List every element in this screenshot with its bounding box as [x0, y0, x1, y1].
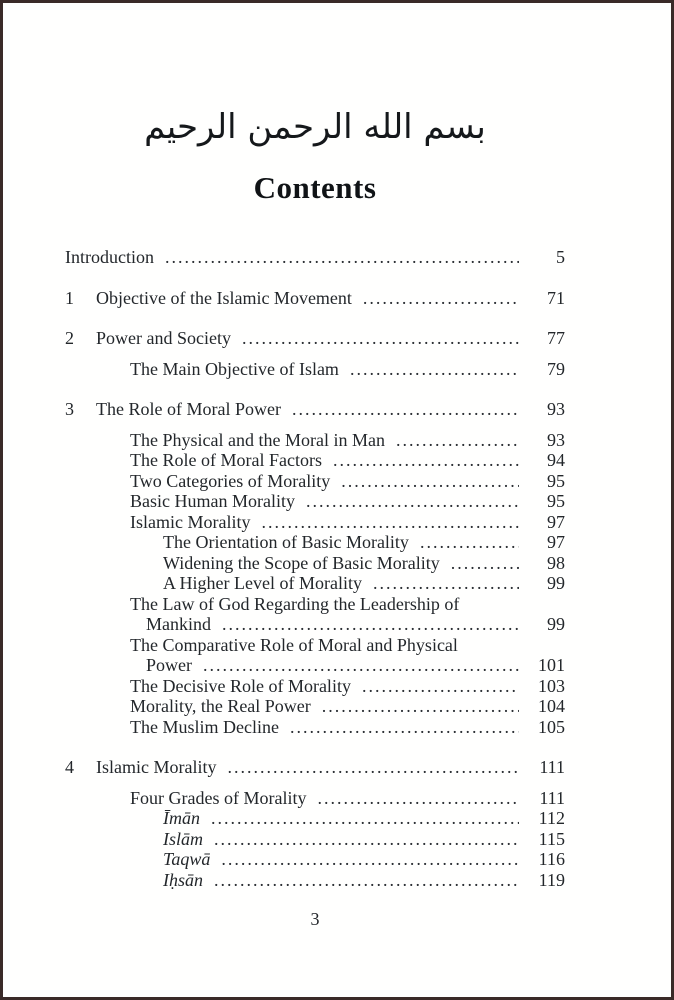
- toc-entry-page: 111: [539, 757, 565, 777]
- toc-entry-page: 94: [547, 450, 565, 470]
- toc-entry-title: A Higher Level of Morality: [163, 573, 362, 593]
- toc-entry-page: 93: [547, 429, 565, 450]
- dot-leader: [396, 430, 519, 451]
- toc-entry-page: 111: [539, 787, 565, 808]
- toc-entry: [65, 247, 565, 268]
- chapter-number: 3: [65, 399, 74, 419]
- toc-list: [65, 247, 565, 890]
- chapter-number: 2: [65, 328, 74, 348]
- toc-entry: [65, 829, 565, 850]
- dot-leader: [227, 757, 519, 778]
- toc-entry-page: 119: [538, 869, 565, 890]
- toc-entry-title: Islām: [163, 828, 203, 849]
- toc-entry: [65, 512, 565, 533]
- toc-entry-page: 71: [547, 287, 565, 308]
- toc-entry: [65, 288, 565, 309]
- toc-entry-title: Two Categories of Morality: [130, 470, 331, 491]
- toc-entry-title: The Physical and the Moral in Man: [130, 429, 385, 450]
- dot-leader: [211, 808, 519, 829]
- toc-entry-title: Introduction: [65, 247, 154, 267]
- dot-leader: [373, 573, 519, 594]
- toc-entry-title: Iḥsān: [163, 869, 203, 890]
- dot-leader: [363, 288, 519, 309]
- dot-leader: [317, 788, 519, 809]
- toc-entry-page: 99: [547, 614, 565, 634]
- toc-entry-title: Widening the Scope of Basic Morality: [163, 552, 440, 573]
- toc-entry-title: Basic Human Morality: [130, 491, 295, 511]
- toc-entry-page: 95: [547, 470, 565, 491]
- toc-entry-page: 97: [547, 532, 565, 552]
- dot-leader: [451, 553, 519, 574]
- dot-leader: [203, 655, 519, 676]
- dot-leader: [261, 512, 519, 533]
- toc-entry-page: 104: [538, 696, 565, 716]
- toc-entry-title: The Orientation of Basic Morality: [163, 532, 409, 552]
- toc-entry-page: 93: [547, 399, 565, 419]
- toc-entry-page: 98: [547, 552, 565, 573]
- toc-entry: [65, 808, 565, 829]
- toc-entry-title: Objective of the Islamic Movement: [96, 287, 352, 308]
- toc-entry: [65, 696, 565, 717]
- toc-entry: [65, 573, 565, 594]
- toc-entry: [65, 471, 565, 492]
- dot-leader: [292, 399, 519, 420]
- toc-entry-title: The Law of God Regarding the Leadership of: [130, 593, 460, 614]
- dot-leader: [242, 328, 519, 349]
- toc-entry: [65, 491, 565, 512]
- toc-entry-continuation: [65, 655, 565, 676]
- toc-entry-page: 79: [547, 358, 565, 379]
- toc-entry-title: Power and Society: [96, 328, 231, 348]
- toc-entry: [65, 359, 565, 380]
- dot-leader: [322, 696, 519, 717]
- folio-page-number: 3: [310, 909, 320, 929]
- dot-leader: [165, 247, 519, 268]
- dot-leader: [214, 829, 519, 850]
- toc-entry: [65, 450, 565, 471]
- toc-entry: [65, 328, 565, 349]
- toc-entry: [65, 399, 565, 420]
- toc-entry: [65, 553, 565, 574]
- dot-leader: [333, 450, 519, 471]
- toc-entry: [65, 788, 565, 809]
- chapter-number: 4: [65, 757, 74, 777]
- toc-entry: [65, 870, 565, 891]
- toc-entry-page: 105: [538, 716, 565, 737]
- toc-entry-page: 95: [547, 491, 565, 511]
- toc-entry-page: 101: [538, 655, 565, 675]
- bismillah-calligraphy: بسم الله الرحمن الرحيم: [144, 107, 486, 147]
- dot-leader: [221, 849, 519, 870]
- toc-entry-continuation: [65, 614, 565, 635]
- toc-entry: [65, 430, 565, 451]
- toc-entry-page: 103: [538, 675, 565, 696]
- toc-entry-page: 5: [556, 247, 565, 267]
- chapter-number: 1: [65, 287, 74, 308]
- toc-entry-title: The Decisive Role of Morality: [130, 675, 351, 696]
- dot-leader: [214, 870, 519, 891]
- toc-entry-page: 77: [547, 328, 565, 348]
- toc-entry-title: Power: [146, 655, 192, 675]
- toc-entry: [65, 676, 565, 697]
- toc-entry-page: 112: [538, 808, 565, 828]
- dot-leader: [306, 491, 519, 512]
- dot-leader: [420, 532, 519, 553]
- toc-entry: [65, 717, 565, 738]
- toc-entry-title: Taqwā: [163, 849, 211, 869]
- toc-entry-wrap-line: [65, 635, 565, 656]
- toc-entry-title: Islamic Morality: [96, 757, 217, 777]
- toc-entry-title: Īmān: [163, 808, 200, 828]
- dot-leader: [341, 471, 519, 492]
- dot-leader: [362, 676, 519, 697]
- toc-entry-title: Islamic Morality: [130, 511, 251, 532]
- toc-entry-title: Four Grades of Morality: [130, 787, 307, 808]
- toc-entry-title: The Muslim Decline: [130, 716, 279, 737]
- toc-entry-page: 115: [538, 828, 565, 849]
- toc-entry-page: 99: [547, 573, 565, 593]
- toc-entry-wrap-line: [65, 594, 565, 615]
- dot-leader: [222, 614, 519, 635]
- toc-entry-page: 116: [538, 849, 565, 869]
- toc-entry-title: The Role of Moral Power: [96, 399, 281, 419]
- dot-leader: [290, 717, 519, 738]
- toc-entry-title: Morality, the Real Power: [130, 696, 311, 716]
- toc-entry: [65, 757, 565, 778]
- page-title: Contents: [253, 170, 377, 205]
- toc-entry-page: 97: [547, 511, 565, 532]
- toc-entry-title: The Comparative Role of Moral and Physical: [130, 634, 458, 655]
- toc-entry: [65, 532, 565, 553]
- toc-entry-title: Mankind: [146, 614, 211, 634]
- toc-entry-title: The Main Objective of Islam: [130, 358, 339, 379]
- dot-leader: [350, 359, 519, 380]
- toc-entry: [65, 849, 565, 870]
- toc-entry-title: The Role of Moral Factors: [130, 450, 322, 470]
